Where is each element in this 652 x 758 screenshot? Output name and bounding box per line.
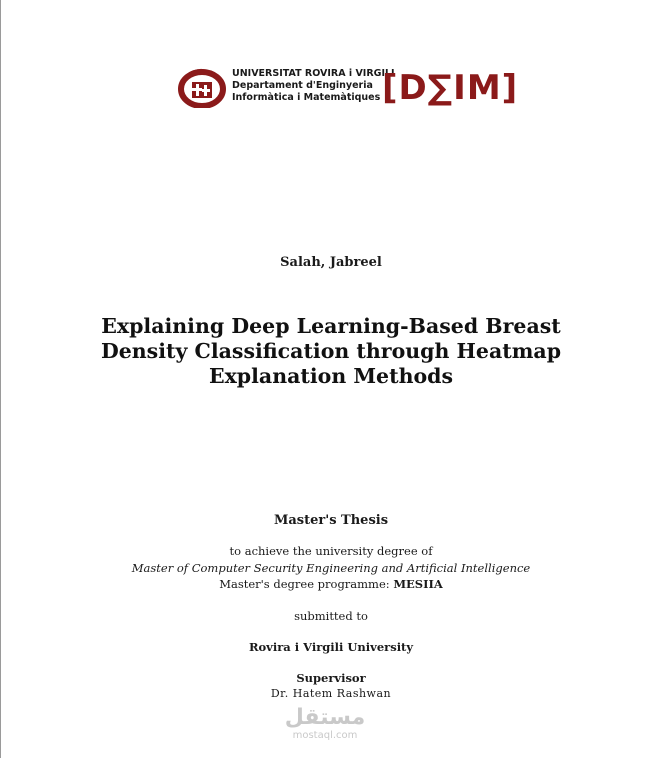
title-line-2: Density Classification through Heatmap — [100, 339, 562, 363]
university-label: UNIVERSITAT ROVIRA i VIRGILI — [232, 68, 395, 79]
thesis-title — [0, 314, 652, 389]
header-logos — [178, 66, 519, 110]
submitted-to: submitted to — [294, 609, 368, 623]
thesis-type: Master's Thesis — [273, 513, 389, 528]
supervisor-label: Supervisor — [296, 671, 366, 685]
degree-name: Master of Computer Security Engineering and Artificial Intelligence — [131, 561, 531, 575]
mostaql-watermark — [280, 706, 370, 742]
watermark-arabic: مستقل — [284, 705, 366, 730]
title-line-3: Explanation Methods — [208, 364, 454, 388]
author-name: Salah, Jabreel — [280, 255, 382, 270]
urv-logo-icon — [178, 68, 226, 108]
supervisor-name: Dr. Hatem Rashwan — [270, 687, 392, 700]
title-line-1: Explaining Deep Learning-Based Breast — [101, 314, 561, 338]
deim-logo: [D∑IM] — [382, 68, 519, 108]
department-line-2: Informàtica i Matemàtiques — [232, 92, 381, 103]
programme-code: MESIIA — [393, 577, 443, 591]
watermark-site: mostaql.com — [292, 730, 358, 741]
programme-label: Master's degree programme: — [219, 577, 390, 591]
department-text — [232, 68, 395, 104]
degree-purpose: to achieve the university degree of — [229, 544, 433, 558]
university-name: Rovira i Virgili University — [248, 640, 414, 654]
programme-line — [0, 576, 652, 592]
department-line-1: Departament d'Enginyeria — [232, 80, 373, 91]
